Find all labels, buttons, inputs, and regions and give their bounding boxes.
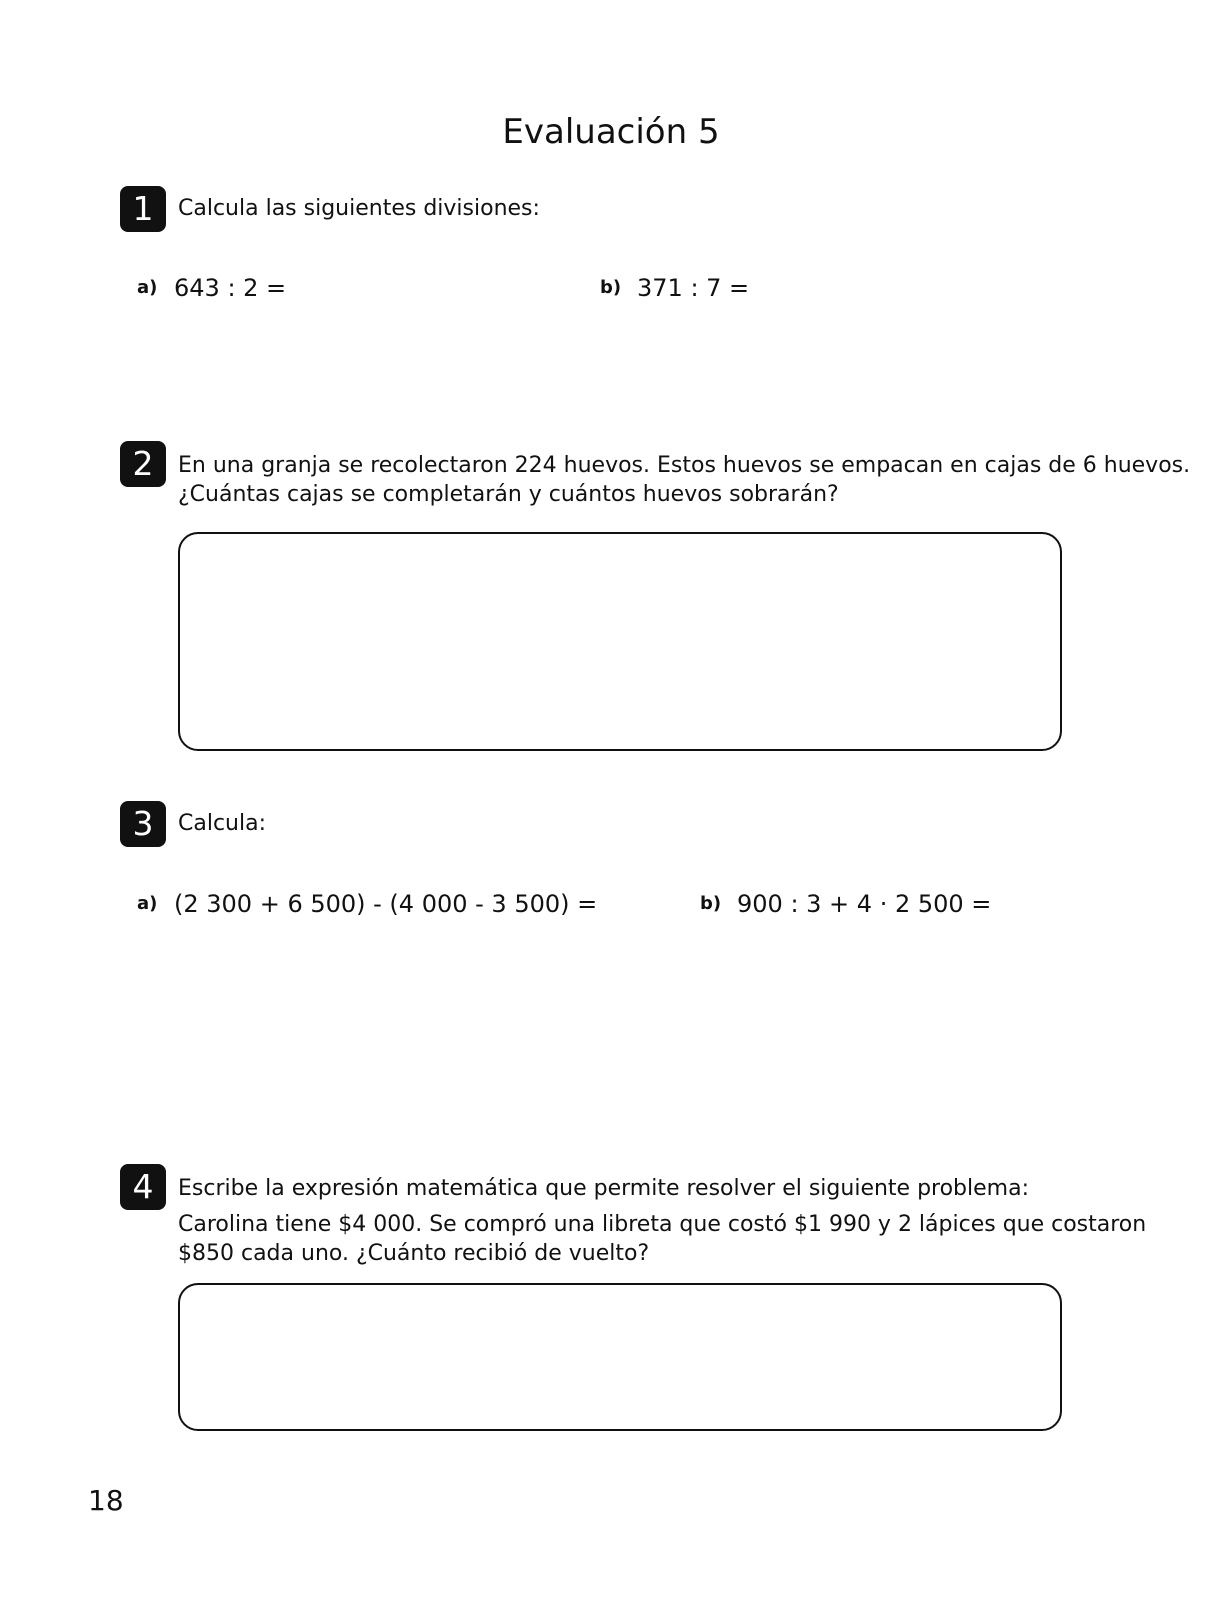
- item-label: b): [700, 893, 722, 914]
- question-number-badge: 1: [120, 186, 166, 232]
- operation-expression: (2 300 + 6 500) - (4 000 - 3 500) =: [174, 890, 598, 918]
- question-3-text: Calcula:: [178, 811, 266, 836]
- division-expression: 371 : 7 =: [637, 274, 750, 302]
- question-number-badge: 2: [120, 441, 166, 487]
- item-label: a): [137, 893, 158, 914]
- page-title: Evaluación 5: [502, 112, 720, 152]
- question-1-text: Calcula las siguientes divisiones:: [178, 196, 540, 221]
- answer-box[interactable]: [178, 532, 1062, 751]
- question-4-text: Escribe la expresión matemática que permite resolver el siguiente problema:: [178, 1176, 1029, 1201]
- page-number: 18: [88, 1484, 124, 1517]
- question-number-badge: 3: [120, 801, 166, 847]
- division-expression: 643 : 2 =: [174, 274, 287, 302]
- answer-box[interactable]: [178, 1283, 1062, 1431]
- operation-expression: 900 : 3 + 4 · 2 500 =: [737, 890, 992, 918]
- question-2-text-line: En una granja se recolectaron 224 huevos. Estos huevos se empacan en cajas de 6 huevos.: [178, 453, 1191, 478]
- question-4-problem-line: $850 cada uno. ¿Cuánto recibió de vuelto?: [178, 1241, 650, 1266]
- question-number-badge: 4: [120, 1164, 166, 1210]
- question-2-text-line: ¿Cuántas cajas se completarán y cuántos huevos sobrarán?: [178, 482, 839, 507]
- item-label: b): [600, 277, 622, 298]
- question-4-problem-line: Carolina tiene $4 000. Se compró una libreta que costó $1 990 y 2 lápices que costaron: [178, 1212, 1147, 1237]
- item-label: a): [137, 277, 158, 298]
